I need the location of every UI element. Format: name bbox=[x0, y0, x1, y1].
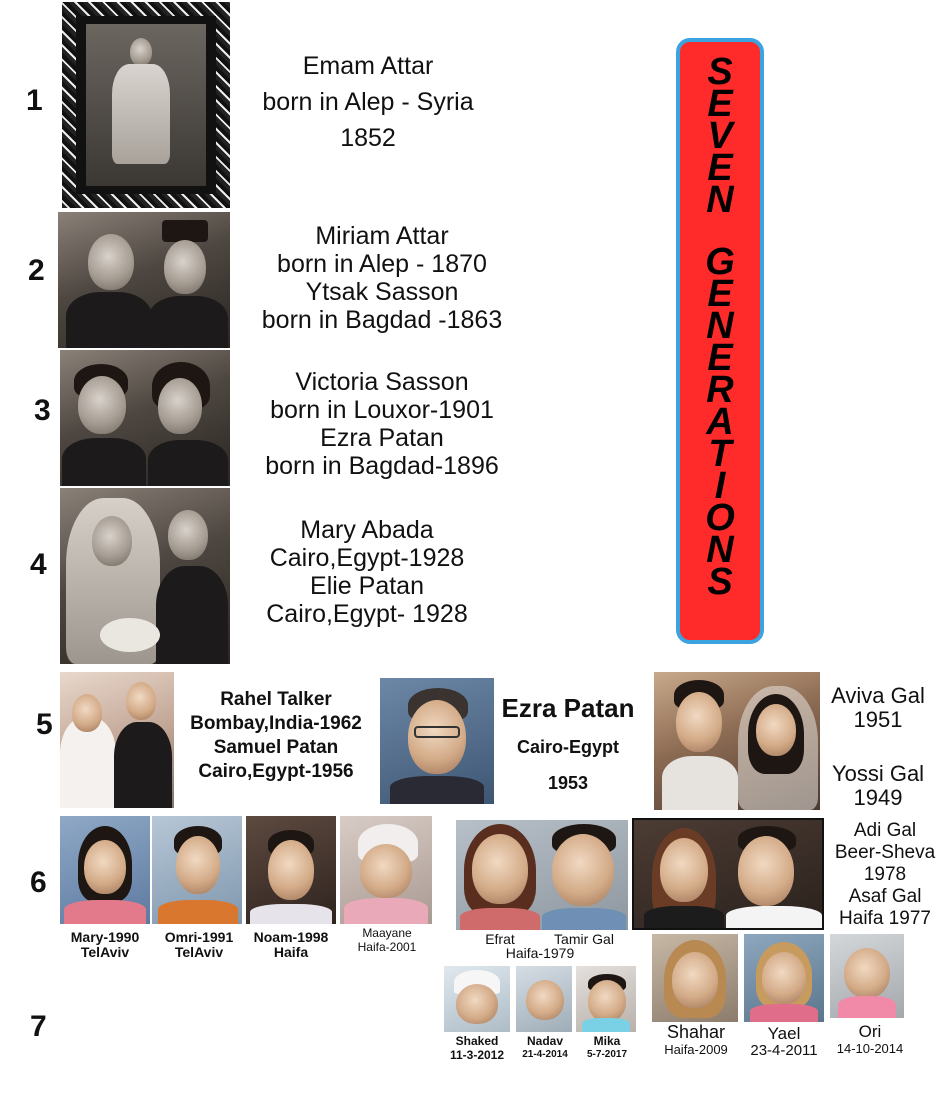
gen7-child-caption-4 bbox=[656, 1022, 736, 1057]
portrait-face bbox=[72, 694, 102, 732]
gen1-framed-photo bbox=[62, 2, 230, 208]
caption-name: Noam-1998 bbox=[253, 929, 329, 945]
portrait-body bbox=[148, 440, 228, 486]
gen3-text bbox=[232, 368, 532, 480]
gen6-child-photo-3 bbox=[246, 816, 336, 924]
gen5-right-line: 1951 bbox=[853, 707, 903, 732]
portrait-face bbox=[526, 980, 564, 1020]
portrait-face bbox=[130, 38, 152, 66]
portrait-body bbox=[156, 566, 228, 664]
portrait-face bbox=[360, 844, 412, 898]
banner-letter: O bbox=[705, 497, 735, 539]
gen6-child-caption-3 bbox=[244, 930, 338, 960]
caption-date: 14-10-2014 bbox=[836, 1041, 904, 1056]
caption-name: Mika bbox=[593, 1034, 621, 1048]
portrait-body bbox=[726, 906, 822, 930]
portrait-body bbox=[250, 904, 332, 924]
portrait-face bbox=[676, 692, 722, 752]
banner-letter: E bbox=[707, 83, 733, 125]
gen6-child-photo-1 bbox=[60, 816, 150, 924]
portrait-body bbox=[644, 906, 724, 930]
generation-number-4: 4 bbox=[30, 548, 47, 581]
banner-letter: G bbox=[705, 241, 735, 283]
banner-letter: I bbox=[714, 465, 726, 507]
gen4-line: Cairo,Egypt-1928 bbox=[269, 544, 465, 572]
caption-date: 11-3-2012 bbox=[449, 1048, 505, 1062]
generation-number-3: 3 bbox=[34, 394, 51, 427]
portrait-face bbox=[176, 836, 220, 894]
gen1-portrait bbox=[86, 24, 206, 186]
portrait-face bbox=[268, 840, 314, 900]
portrait-face bbox=[84, 840, 126, 894]
caption-name: Omri-1991 bbox=[164, 929, 234, 945]
caption-name: Mary-1990 bbox=[70, 929, 140, 945]
caption-name: Shaked bbox=[455, 1034, 499, 1048]
portrait-body bbox=[750, 1004, 818, 1022]
portrait-body bbox=[662, 756, 738, 810]
portrait-body bbox=[390, 776, 484, 804]
portrait-face bbox=[164, 240, 206, 294]
gen4-text bbox=[232, 516, 502, 628]
portrait-face bbox=[672, 952, 718, 1008]
gen4-line: Cairo,Egypt- 1928 bbox=[266, 600, 468, 628]
gen4-wedding-photo bbox=[60, 488, 230, 664]
portrait-body bbox=[66, 292, 152, 348]
portrait-face bbox=[762, 952, 806, 1004]
seven-generations-banner bbox=[676, 38, 764, 644]
bouquet bbox=[100, 618, 160, 652]
gen1-line: Emam Attar bbox=[302, 52, 434, 80]
caption-date: Haifa-2009 bbox=[664, 1042, 728, 1057]
gen7-child-photo-2 bbox=[516, 966, 572, 1032]
generation-number-6: 6 bbox=[30, 866, 47, 899]
gen3-couple-photo bbox=[60, 350, 230, 486]
gen6-couple1-place: Haifa-1979 bbox=[505, 945, 575, 961]
portrait-face bbox=[552, 834, 614, 906]
gen4-line: Mary Abada bbox=[300, 516, 434, 544]
gen6-child-photo-4 bbox=[340, 816, 432, 924]
caption-name: Shahar bbox=[666, 1022, 726, 1042]
gen2-text bbox=[232, 222, 532, 334]
gen5-right-couple-photo bbox=[654, 672, 820, 810]
gen4-line: Elie Patan bbox=[310, 572, 424, 600]
caption-name: Ori bbox=[858, 1022, 882, 1041]
gen6-couple2-line: Beer-Sheva bbox=[834, 842, 936, 863]
gen6-couple2-photo bbox=[632, 818, 824, 930]
portrait-dress bbox=[112, 64, 170, 164]
caption-place: Haifa-2001 bbox=[357, 940, 417, 954]
portrait-face bbox=[844, 948, 890, 998]
banner-letter: N bbox=[706, 179, 734, 221]
gen6-couple1-photo bbox=[456, 820, 628, 930]
gen6-child-caption-2 bbox=[152, 930, 246, 960]
caption-date: 5-7-2017 bbox=[586, 1049, 628, 1060]
gen5-left-line: Bombay,India-1962 bbox=[190, 713, 362, 734]
glasses bbox=[414, 726, 460, 738]
caption-date: 23-4-2011 bbox=[750, 1042, 818, 1059]
portrait-face bbox=[92, 516, 132, 566]
gen7-child-photo-6 bbox=[830, 934, 904, 1018]
generation-number-1: 1 bbox=[26, 84, 43, 117]
caption-place: TelAviv bbox=[80, 944, 130, 960]
gen5-middle-name: Ezra Patan bbox=[501, 693, 635, 723]
gen7-child-caption-2 bbox=[512, 1034, 578, 1062]
gen6-couple1-name1: Efrat bbox=[485, 931, 515, 947]
gen5-middle-place: Cairo-Egypt bbox=[516, 737, 619, 757]
portrait-body bbox=[64, 900, 146, 924]
gen7-child-caption-1 bbox=[440, 1034, 514, 1062]
portrait-face bbox=[168, 510, 208, 560]
gen1-line: born in Alep - Syria bbox=[262, 88, 474, 116]
gen5-right-text bbox=[820, 684, 936, 810]
generation-number-7: 7 bbox=[30, 1010, 47, 1043]
gen2-couple-photo bbox=[58, 212, 230, 348]
portrait-face bbox=[456, 984, 498, 1024]
gen6-couple2-line: 1978 bbox=[863, 864, 907, 885]
portrait-body bbox=[838, 996, 896, 1018]
gen1-text bbox=[230, 48, 506, 156]
banner-letter: A bbox=[706, 401, 734, 443]
gen1-line: 1852 bbox=[340, 124, 396, 152]
banner-letter: S bbox=[707, 561, 733, 603]
portrait-face bbox=[738, 836, 794, 906]
gen2-line: Ytsak Sasson bbox=[305, 278, 459, 306]
gen5-left-couple-photo bbox=[60, 672, 174, 808]
gen5-right-line: Aviva Gal bbox=[831, 683, 925, 708]
gen2-line: born in Bagdad -1863 bbox=[261, 306, 503, 334]
banner-letter: N bbox=[706, 305, 734, 347]
gen7-child-photo-5 bbox=[744, 934, 824, 1022]
banner-letter: R bbox=[706, 369, 734, 411]
gen3-line: Victoria Sasson bbox=[295, 368, 469, 396]
gen6-couple2-line: Asaf Gal bbox=[848, 886, 922, 907]
gen6-couple2-line: Haifa 1977 bbox=[839, 908, 931, 929]
portrait-face bbox=[660, 838, 708, 902]
gen5-left-line: Cairo,Egypt-1956 bbox=[198, 761, 354, 782]
gen6-couple1-name2: Tamir Gal bbox=[554, 931, 614, 947]
portrait-face bbox=[756, 704, 796, 756]
gen7-child-photo-1 bbox=[444, 966, 510, 1032]
portrait-body bbox=[114, 722, 172, 808]
gen7-child-caption-6 bbox=[826, 1022, 914, 1056]
portrait-face bbox=[78, 376, 126, 434]
portrait-body bbox=[158, 900, 238, 924]
spacer bbox=[820, 732, 936, 762]
caption-name: Maayane bbox=[362, 926, 412, 940]
portrait-hat bbox=[162, 220, 208, 242]
caption-date: 21-4-2014 bbox=[522, 1049, 568, 1060]
gen3-line: born in Bagdad-1896 bbox=[265, 452, 499, 480]
portrait-face bbox=[158, 378, 202, 434]
portrait-body bbox=[148, 296, 228, 348]
portrait-face bbox=[88, 234, 134, 290]
gen5-left-text bbox=[175, 688, 377, 784]
gen7-child-photo-3 bbox=[576, 966, 636, 1032]
banner-letter: E bbox=[707, 147, 733, 189]
gen7-child-photo-4 bbox=[652, 934, 738, 1022]
gen5-left-line: Rahel Talker bbox=[220, 689, 332, 710]
portrait-body bbox=[582, 1018, 630, 1032]
generation-number-5: 5 bbox=[36, 708, 53, 741]
generation-number-2: 2 bbox=[28, 254, 45, 287]
gen7-child-caption-5 bbox=[738, 1024, 830, 1058]
portrait-face bbox=[126, 682, 156, 720]
gen2-line: Miriam Attar bbox=[315, 222, 449, 250]
banner-letter: N bbox=[706, 529, 734, 571]
portrait-face bbox=[588, 980, 626, 1022]
portrait-face bbox=[472, 834, 528, 904]
banner-letter: E bbox=[707, 273, 733, 315]
banner-letter: V bbox=[707, 115, 733, 157]
caption-name: Yael bbox=[767, 1024, 801, 1043]
gen6-child-photo-2 bbox=[152, 816, 242, 924]
gen7-child-caption-3 bbox=[574, 1034, 640, 1062]
gen3-line: born in Louxor-1901 bbox=[270, 396, 494, 424]
gen5-left-line: Samuel Patan bbox=[213, 737, 339, 758]
caption-name: Nadav bbox=[526, 1034, 564, 1048]
portrait-body bbox=[460, 908, 540, 930]
banner-letter: T bbox=[708, 433, 732, 475]
gen5-right-line: Yossi Gal bbox=[831, 761, 925, 786]
gen5-middle-year: 1953 bbox=[547, 773, 589, 793]
gen5-right-line: 1949 bbox=[853, 785, 903, 810]
gen2-line: born in Alep - 1870 bbox=[277, 250, 487, 278]
gen6-couple2-text bbox=[824, 820, 946, 930]
portrait-body bbox=[62, 438, 146, 486]
gen6-child-caption-1 bbox=[54, 930, 156, 960]
portrait-body bbox=[542, 908, 626, 930]
banner-letter: S bbox=[707, 51, 733, 93]
gen6-couple2-line: Adi Gal bbox=[853, 820, 917, 841]
banner-letter: E bbox=[707, 337, 733, 379]
gen5-middle-photo bbox=[380, 678, 494, 804]
gen3-line: Ezra Patan bbox=[320, 424, 444, 452]
portrait-body bbox=[344, 898, 428, 924]
caption-place: TelAviv bbox=[174, 944, 224, 960]
caption-place: Haifa bbox=[273, 944, 309, 960]
gen6-child-caption-4 bbox=[340, 926, 434, 954]
